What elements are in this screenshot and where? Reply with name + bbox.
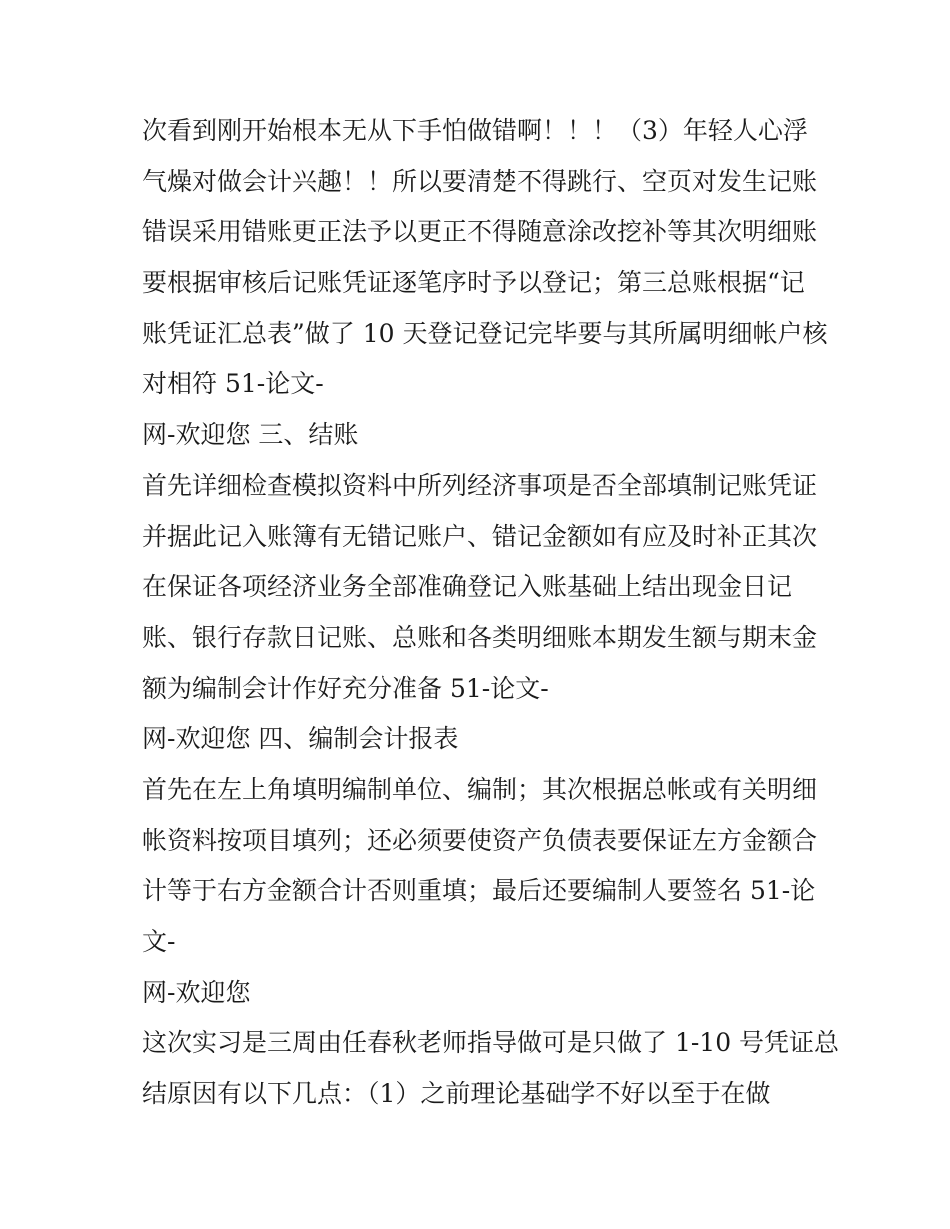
text-line: 网-欢迎您 四、编制会计报表	[142, 724, 459, 754]
text-line: 计等于右方金额合计否则重填；最后还要编制人要签名 51-论	[142, 876, 816, 906]
text-line: 网-欢迎您 三、结账	[142, 420, 359, 450]
text-line: 账凭证汇总表”做了 10 天登记登记完毕要与其所属明细帐户核	[142, 318, 828, 348]
body-text	[142, 106, 840, 1120]
text-line: 文-	[142, 927, 176, 956]
text-line: 这次实习是三周由任春秋老师指导做可是只做了 1-10 号凭证总	[142, 1028, 840, 1058]
text-line: 错误采用错账更正法予以更正不得随意涂改挖补等其次明细账	[142, 217, 818, 247]
text-line: 网-欢迎您	[142, 977, 251, 1007]
text-line: 要根据审核后记账凭证逐笔序时予以登记；第三总账根据“记	[142, 268, 805, 298]
text-line: 气燥对做会计兴趣！！所以要清楚不得跳行、空页对发生记账	[142, 166, 818, 196]
text-line: 首先详细检查模拟资料中所列经济事项是否全部填制记账凭证	[142, 470, 818, 500]
text-line: 对相符 51-论文-	[142, 369, 324, 399]
text-line: 首先在左上角填明编制单位、编制；其次根据总帐或有关明细	[142, 774, 818, 804]
text-line: 并据此记入账簿有无错记账户、错记金额如有应及时补正其次	[142, 521, 818, 551]
text-line: 账、银行存款日记账、总账和各类明细账本期发生额与期末金	[142, 622, 818, 652]
text-line: 在保证各项经济业务全部准确登记入账基础上结出现金日记	[142, 572, 793, 602]
text-line: 额为编制会计作好充分准备 51-论文-	[142, 673, 549, 703]
text-line: 帐资料按项目填列；还必须要使资产负债表要保证左方金额合	[142, 825, 818, 855]
text-line: 结原因有以下几点：（1）之前理论基础学不好以至于在做	[142, 1079, 771, 1109]
text-line: 次看到刚开始根本无从下手怕做错啊！！！（3）年轻人心浮	[142, 116, 808, 145]
